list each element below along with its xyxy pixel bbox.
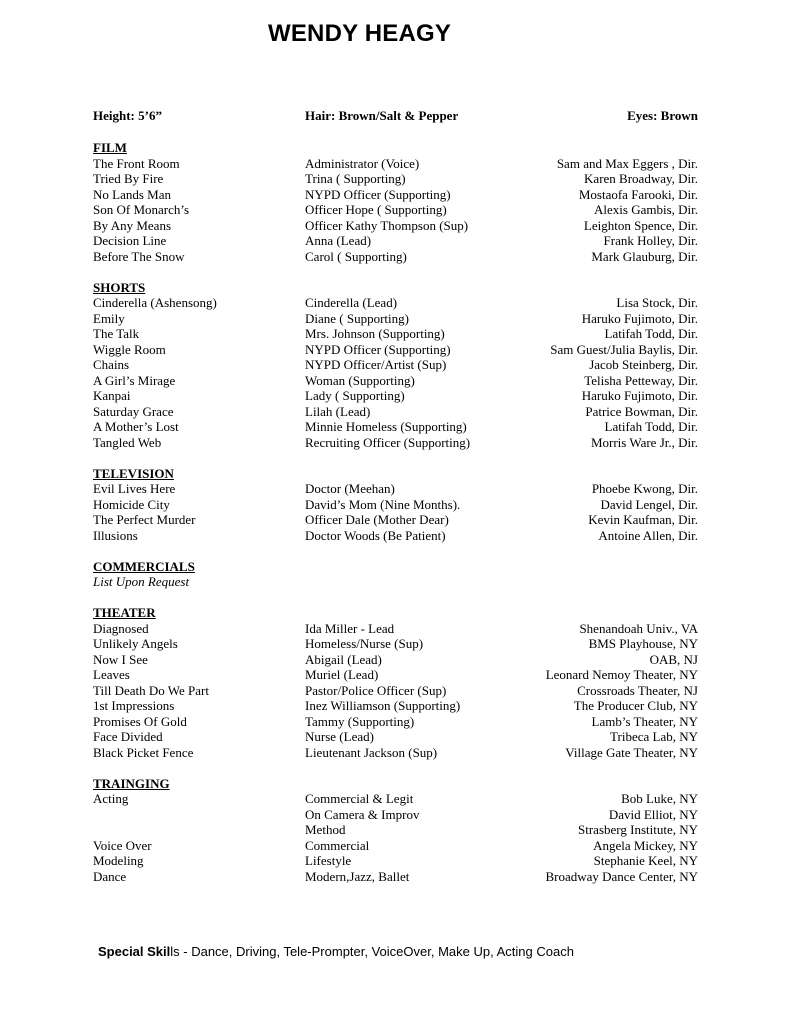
training-section (93, 776, 698, 885)
credit-title: The Front Room (93, 155, 180, 171)
physical-stats (93, 108, 698, 126)
shorts-credit-row (93, 342, 698, 358)
credit-title: No Lands Man (93, 186, 171, 202)
shorts-credit-row (93, 295, 698, 311)
credit-role: Homeless/Nurse (Sup) (305, 636, 424, 651)
credit-title: The Talk (93, 326, 140, 341)
film-heading: FILM (93, 140, 127, 155)
shorts-section (93, 280, 698, 451)
credit-title: Tried By Fire (93, 171, 164, 186)
credit-role: Trina ( Supporting) (305, 171, 406, 186)
credit-director: Lisa Stock, Dir. (616, 295, 698, 310)
credit-role: Officer Hope ( Supporting) (305, 202, 447, 217)
credit-role: Method (305, 822, 346, 837)
training-credit-row (93, 853, 698, 869)
credit-role: Anna (Lead) (305, 233, 372, 248)
credit-director: Morris Ware Jr., Dir. (590, 434, 698, 450)
film-credit-row (93, 187, 698, 203)
film-credit-row (93, 249, 698, 265)
shorts-credit-row (93, 373, 698, 389)
credit-director: Bob Luke, NY (621, 791, 698, 806)
theater-credit-row (93, 683, 698, 699)
credit-title: Son Of Monarch’s (93, 202, 190, 217)
credit-title: Emily (93, 310, 125, 326)
credit-title: Till Death Do We Part (93, 682, 209, 698)
credit-role: Officer Kathy Thompson (Sup) (305, 217, 469, 233)
television-credit-row (93, 512, 698, 528)
credit-title: Decision Line (93, 233, 167, 248)
shorts-credit-row (93, 388, 698, 404)
film-credit-row (93, 218, 698, 234)
training-heading: TRAINGING (93, 775, 170, 791)
credit-director: Lamb’s Theater, NY (591, 713, 698, 729)
shorts-credit-row (93, 357, 698, 373)
credit-title: Kanpai (93, 388, 131, 403)
special-skills-text: - Dance, Driving, Tele-Prompter, VoiceOver, Make Up, Acting Coach (179, 944, 574, 959)
credit-title: Homicide City (93, 496, 170, 512)
credit-title: Voice Over (93, 837, 152, 853)
television-heading: TELEVISION (93, 465, 174, 481)
theater-credits (93, 621, 698, 761)
credit-title: Promises Of Gold (93, 713, 187, 729)
commercials-section (93, 559, 698, 590)
credit-role: NYPD Officer/Artist (Sup) (305, 357, 447, 372)
credit-role: Diane ( Supporting) (305, 310, 409, 326)
credit-title: Evil Lives Here (93, 481, 176, 496)
resume-content (93, 140, 698, 900)
theater-credit-row (93, 729, 698, 745)
television-section (93, 466, 698, 544)
credit-title: Dance (93, 868, 127, 884)
special-skills-label: Special Skil (98, 944, 171, 959)
credit-director: Strasberg Institute, NY (578, 822, 698, 837)
credit-title: A Mother’s Lost (93, 419, 179, 434)
credit-role: Lieutenant Jackson (Sup) (305, 744, 438, 760)
film-credit-row (93, 202, 698, 218)
theater-credit-row (93, 636, 698, 652)
credit-director: Jacob Steinberg, Dir. (589, 357, 698, 372)
credit-director: Karen Broadway, Dir. (584, 171, 698, 186)
theater-credit-row (93, 745, 698, 761)
television-credits (93, 481, 698, 543)
credit-title: Black Picket Fence (93, 744, 194, 760)
credit-role: NYPD Officer (Supporting) (305, 186, 451, 202)
credit-title: Before The Snow (93, 248, 185, 264)
credit-role: Minnie Homeless (Supporting) (305, 419, 467, 434)
commercials-note: List Upon Request (93, 574, 190, 589)
credit-role: Inez Williamson (Supporting) (305, 698, 461, 713)
credit-director: Phoebe Kwong, Dir. (591, 481, 698, 496)
credit-title: Chains (93, 357, 130, 372)
commercials-heading: COMMERCIALS (93, 558, 195, 574)
credit-director: Leighton Spence, Dir. (583, 217, 698, 233)
credit-title: By Any Means (93, 217, 171, 233)
special-skills-label-rest: ls (170, 944, 180, 959)
shorts-credit-row (93, 435, 698, 451)
credit-role: Officer Dale (Mother Dear) (305, 512, 449, 527)
credit-role: NYPD Officer (Supporting) (305, 341, 451, 357)
credit-title: Wiggle Room (93, 341, 166, 357)
credit-director: Shenandoah Univ., VA (579, 620, 698, 636)
credit-director: Leonard Nemoy Theater, NY (545, 667, 698, 682)
credit-role: On Camera & Improv (305, 806, 420, 822)
credit-director: Haruko Fujimoto, Dir. (581, 388, 698, 403)
credit-role: Muriel (Lead) (305, 667, 379, 682)
credit-director: Haruko Fujimoto, Dir. (581, 310, 698, 326)
credit-title: Saturday Grace (93, 403, 174, 419)
credit-director: The Producer Club, NY (573, 698, 698, 713)
training-credits (93, 791, 698, 884)
shorts-heading: SHORTS (93, 279, 146, 295)
actor-name: WENDY HEAGY (268, 20, 452, 47)
credit-director: Sam and Max Eggers , Dir. (556, 155, 698, 171)
credit-director: Broadway Dance Center, NY (545, 868, 698, 884)
credit-director: Antoine Allen, Dir. (598, 527, 698, 543)
credit-title: A Girl’s Mirage (93, 372, 176, 388)
credit-title: Face Divided (93, 729, 163, 744)
credit-director: David Lengel, Dir. (600, 496, 698, 512)
credit-role: David’s Mom (Nine Months). (305, 496, 461, 512)
theater-heading: THEATER (93, 605, 156, 620)
hair-stat: Hair: Brown/Salt & Pepper (305, 108, 459, 123)
credit-role: Cinderella (Lead) (305, 295, 398, 310)
training-credit-row (93, 791, 698, 807)
training-credit-row (93, 822, 698, 838)
credit-director: David Elliot, NY (608, 806, 698, 822)
credit-title: Tangled Web (93, 434, 162, 450)
credit-director: Patrice Bowman, Dir. (585, 403, 698, 419)
credit-director: Crossroads Theater, NJ (577, 682, 698, 698)
shorts-credits (93, 295, 698, 450)
television-credit-row (93, 481, 698, 497)
credit-director: Alexis Gambis, Dir. (594, 202, 698, 217)
credit-role: Lilah (Lead) (305, 403, 371, 419)
credit-director: Kevin Kaufman, Dir. (588, 512, 698, 527)
credit-role: Abigail (Lead) (305, 651, 382, 667)
eyes-stat: Eyes: Brown (627, 108, 698, 123)
credit-role: Doctor (Meehan) (305, 481, 395, 496)
credit-director: Stephanie Keel, NY (593, 853, 698, 868)
credit-director: Latifah Todd, Dir. (604, 326, 698, 341)
credit-role: Commercial (305, 837, 370, 853)
film-credits (93, 156, 698, 265)
special-skills (98, 944, 574, 959)
credit-title: 1st Impressions (93, 698, 175, 713)
training-credit-row (93, 869, 698, 885)
training-credit-row (93, 838, 698, 854)
film-section (93, 140, 698, 264)
theater-credit-row (93, 714, 698, 730)
film-credit-row (93, 171, 698, 187)
credit-director: BMS Playhouse, NY (588, 636, 698, 651)
credit-director: Tribeca Lab, NY (610, 729, 698, 744)
height-stat: Height: 5’6” (93, 108, 162, 123)
credit-role: Mrs. Johnson (Supporting) (305, 326, 445, 341)
credit-role: Lifestyle (305, 853, 352, 868)
credit-title: Cinderella (Ashensong) (93, 295, 217, 310)
credit-director: Village Gate Theater, NY (565, 744, 698, 760)
credit-title: Unlikely Angels (93, 636, 178, 651)
credit-director: Frank Holley, Dir. (603, 233, 698, 248)
shorts-credit-row (93, 326, 698, 342)
credit-director: Mostaofa Farooki, Dir. (578, 186, 698, 202)
television-credit-row (93, 528, 698, 544)
credit-title: Modeling (93, 853, 144, 868)
credit-role: Administrator (Voice) (305, 155, 420, 171)
credit-director: Latifah Todd, Dir. (604, 419, 698, 434)
credit-title: Acting (93, 791, 129, 806)
credit-director: Sam Guest/Julia Baylis, Dir. (550, 341, 698, 357)
theater-credit-row (93, 652, 698, 668)
theater-credit-row (93, 621, 698, 637)
credit-role: Ida Miller - Lead (305, 620, 395, 636)
theater-section (93, 605, 698, 760)
credit-role: Modern,Jazz, Ballet (305, 868, 410, 884)
training-credit-row (93, 807, 698, 823)
credit-director: OAB, NJ (649, 651, 698, 667)
credit-role: Pastor/Police Officer (Sup) (305, 682, 447, 698)
credit-director: Telisha Petteway, Dir. (584, 372, 698, 388)
credit-role: Doctor Woods (Be Patient) (305, 527, 446, 543)
credit-title: Leaves (93, 667, 130, 682)
credit-title: Illusions (93, 527, 138, 543)
theater-credit-row (93, 698, 698, 714)
film-credit-row (93, 233, 698, 249)
credit-role: Commercial & Legit (305, 791, 414, 806)
credit-title: The Perfect Murder (93, 512, 196, 527)
shorts-credit-row (93, 419, 698, 435)
credit-director: Angela Mickey, NY (593, 837, 698, 853)
theater-credit-row (93, 667, 698, 683)
film-credit-row (93, 156, 698, 172)
television-credit-row (93, 497, 698, 513)
shorts-credit-row (93, 311, 698, 327)
credit-role: Carol ( Supporting) (305, 248, 407, 264)
credit-role: Lady ( Supporting) (305, 388, 405, 403)
credit-role: Recruiting Officer (Supporting) (305, 434, 471, 450)
shorts-credit-row (93, 404, 698, 420)
credit-role: Woman (Supporting) (305, 372, 415, 388)
credit-title: Now I See (93, 651, 148, 667)
credit-title: Diagnosed (93, 620, 149, 636)
credit-role: Nurse (Lead) (305, 729, 374, 744)
credit-director: Mark Glauburg, Dir. (591, 248, 698, 264)
credit-role: Tammy (Supporting) (305, 713, 415, 729)
